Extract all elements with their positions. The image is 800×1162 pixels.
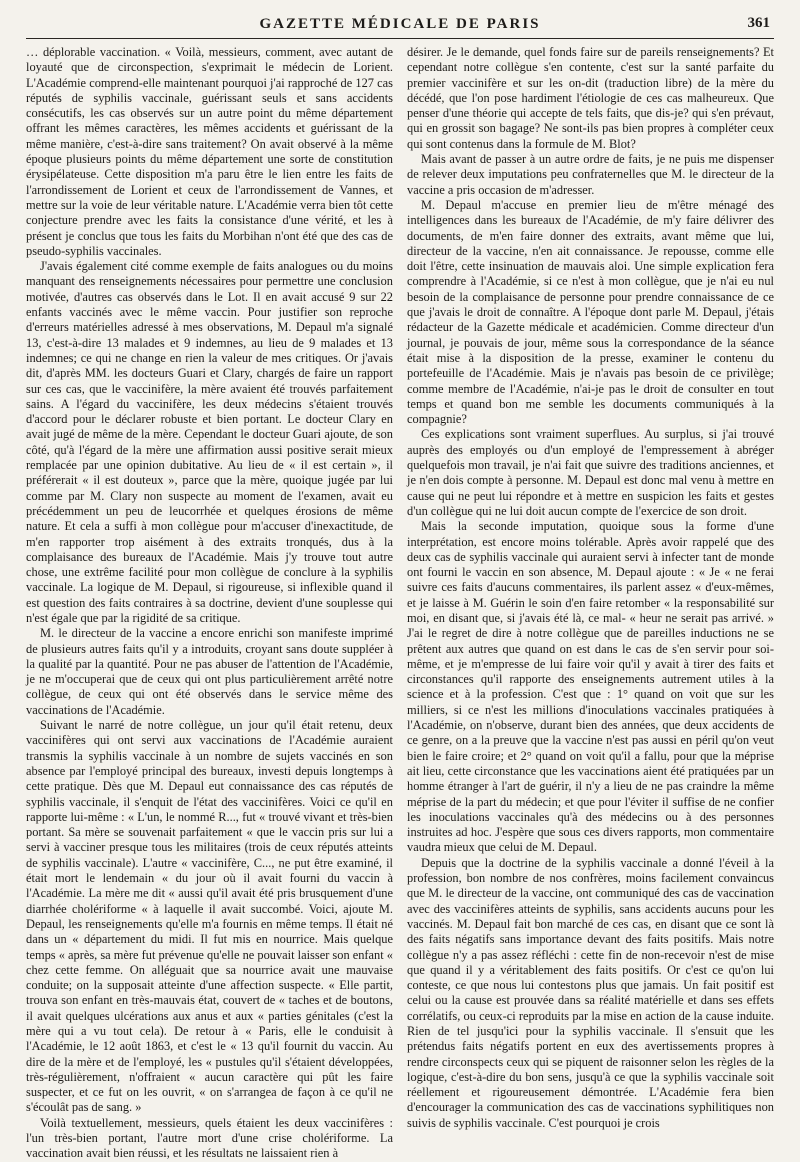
- page-header: [26, 12, 774, 39]
- journal-title: GAZETTE MÉDICALE DE PARIS: [259, 16, 541, 32]
- left-column: [26, 45, 393, 1161]
- paragraph: Mais avant de passer à un autre ordre de faits, je ne puis me dispenser de relever deux imputations peu confraternelles que M. le directeur de la vaccine a pris occasion de m'adresser.: [407, 152, 774, 197]
- paragraph: Ces explications sont vraiment superflues. Au surplus, si j'ai trouvé auprès des employés ou d'un employé de l'empressement à abréger quelquefois mon travail, je n'ai fait que suivre des traditions anciennes, et je n'en dois compte à personne. M. Depaul est donc mal venu à mettre en cause qui ne peut lui répondre et à mettre en suspicion les faits et gestes d'un collègue qui ne lui doit aucun compte de l'exercice de son droit.: [407, 427, 774, 518]
- paragraph: M. le directeur de la vaccine a encore enrichi son manifeste imprimé de plusieurs autres faits qu'il y a introduits, croyant sans doute suppléer à la qualité par la quantité. Pour ne pas abuser de l'attention de l'Académie, je ne m'occuperai que de ceux qui ont plus particulièrement arrêté notre collègue, de ceux qui ont été observés dans le service même des vaccinations de l'Académie.: [26, 626, 393, 717]
- paragraph: Voilà textuellement, messieurs, quels étaient les deux vaccinifères : l'un très-bien portant, l'autre mort d'une crise cholériforme. La vaccination avait bien réussi, et les résultats ne laissaient rien à: [26, 1115, 393, 1161]
- paragraph: J'avais également cité comme exemple de faits analogues ou du moins manquant des renseignements nécessaires pour permettre une conclusion motivée, d'autres cas observés dans le Lot. Il en avait accusé 9 sur 22 enfants vaccinés avec le même vaccin. Pour justifier son reproche d'erreurs matérielles adressé à mes observations, M. Depaul m'a signalé 13, c'est-à-dire 13 malades et 9 indemnes, au lieu de 9 malades et 13 indemnes; ce qui ne change en rien la valeur de mes critiques. Or j'avais dit, d'après MM. les docteurs Guari et Clary, chargés de faire un rapport sur ces cas, que le vaccinifère, la mère avaient été trouvés parfaitement sains. A l'égard du vaccinifère, les deux médecins s'étaient trouvés d'accord pour le déclarer robuste et bien portant. Le docteur Clary en avait jugé de même de la mère. Cependant le docteur Guari ajoute, de son côté, qu'à l'égard de la mère une affirmation aussi positive serait mieux remplacée par une opinion dubitative. Au lieu de « il est certain », il préférerait « il est douteux », parce que la mère, quoique jugée par lui comme par M. Clary non suspecte au moment de l'examen, avait eu précédemment un peu de leucorrhée et quelques érosions de même nature. Et cela a suffi à mon collègue pour m'accuser d'inexactitude, de m'en rapporter trop aisément à des extraits tronqués, dus à la complaisance des bureaux de l'Académie. Mais j'y trouve tout autre chose, une extrême facilité pour mon collègue de conclure à la syphilis vaccinale. La logique de M. Depaul, si rigoureuse, si inflexible quand il est question des faits contraires à sa doctrine, devient d'une souplesse qui n'est égale que par la rigidité de sa critique.: [26, 259, 393, 625]
- paragraph: désirer. Je le demande, quel fonds faire sur de pareils renseignements? Et cependant notre collègue s'en contente, c'est sur la santé parfaite du premier vaccinifère et sur les on-dit (traduction libre) de la mère du décédé, que l'on pose hardiment l'étiologie de ces cas malheureux. Que penser d'une théorie qui accepte de tels faits, que dis-je? qui s'en prévaut, qui en grossit son bagage? Ne sont-ils pas bien propres à compléter ceux qui sont contenus dans la formule de M. Blot?: [407, 45, 774, 151]
- paragraph: Depuis que la doctrine de la syphilis vaccinale a donné l'éveil à la profession, bon nombre de nos confrères, moins facilement convaincus que M. le directeur de la vaccine, ont communiqué des cas de vaccination avec des vaccinifères atteints de syphilis, sans accidents aucuns pour les vaccinés. M. Depaul fait bon marché de ces cas, en disant que ce sont là des faits négatifs sans importance devant des faits positifs. Mais notre collègue n'y a pas assez réfléchi : cette fin de non-recevoir n'est de mise que quand il y a véritablement des faits positifs. Or c'est ce qu'on lui conteste, ce que nous lui contestons plus que jamais. Un fait positif est celui ou la cause est prouvée dans sa réalité matérielle et dans ses effets corrélatifs, ou ceux-ci reproduits par la mise en action de la cause induite. Rien de tel jusqu'ici pour la syphilis vaccinale. Il s'ensuit que les prétendus faits négatifs portent en eux des avertissements propres à rendre circonspects ceux qui se piquent de raisonner selon les règles de la logique, c'est-à-dire du bon sens, jusqu'à ce que la syphilis vaccinale soit réellement et rigoureusement démontrée. L'Académie fera bien d'encourager la communication des cas de vaccinations syphilitiques non suivis de syphilis vaccinale. C'est pourquoi je crois: [407, 855, 774, 1130]
- text-columns: [26, 45, 774, 1161]
- page-number: 361: [747, 15, 770, 31]
- paragraph: Suivant le narré de notre collègue, un jour qu'il était retenu, deux vaccinifères qui ont servi aux vaccinations de l'Académie auraient transmis la syphilis vaccinale à un nombre de sujets vaccinés en son absence par l'employé principal des bureaux, investi depuis longtemps à cette pratique. Dès que M. Depaul eut connaissance des cas réputés de syphilis vaccinale, il s'enquit de l'état des vaccinifères. Voici ce qu'il en rapporte lui-même : « L'un, le nommé R..., fut « trouvé vivant et très-bien portant. Sa mère se souvenait parfaitement « que le vaccin pris sur lui a servi à vacciner presque tous les militaires (trois de ceux réputés atteints de syphilis vaccinale). L'autre « vaccinifère, C..., ne put être examiné, il était mort le lendemain « du jour où il avait fourni du vaccin à l'Académie. La mère me dit « aussi qu'il avait été pris brusquement d'une diarrhée cholériforme « à laquelle il avait succombé. Voici, ajoute M. Depaul, les renseignements qu'elle m'a fournis en même temps. Il était né dans un « département du midi. Il fut mis en nourrice. Mais quelque temps « après, sa mère fut prévenue qu'elle ne pouvait laisser son enfant « chez cette femme. On alléguait que sa nourrice avait une mauvaise conduite; on la supposait atteinte d'une affection suspecte. « Elle partit, trouva son enfant en très-mauvais état, couvert de « taches et de boutons, il avait quelques ulcérations aux anus et aux « parties génitales (c'est la mère qui a vu tout cela). De retour à « Paris, elle le conduisit à l'Académie, le 12 août 1863, et c'est le « 13 qu'il fournit du vaccin. Au dire de la mère et de l'employé, les « pustules qu'il s'étaient développées, très-régulièrement, n'offraient « aucun caractère qui pût les faire suspecter, et ce fut on les ouvrit, « on s'arrangea de façon à ce qu'il ne s'écoulât pas de sang. »: [26, 718, 393, 1115]
- paragraph: … déplorable vaccination. « Voilà, messieurs, comment, avec autant de loyauté que de circonspection, s'exprimait le médecin de Lorient. L'Académie comprend-elle maintenant pourquoi j'ai rapproché de 127 cas réputés de syphilis vaccinale, guérissant seuls et sans accidents consécutifs, les cas observés sur un autre point du même département offrant les mêmes caractères, les mêmes accidents et guérissant de la même manière, c'est-à-dire sans traitement? On avait observé à la même époque plusieurs points du même département une sorte de constitution érysipélateuse. Cette disposition m'a paru être le lien entre les faits de l'arrondissement de Lorient et ceux de l'arrondissement de Vannes, et mettre sur la voie de leur véritable nature. L'Académie verra bien tôt cette conjecture prendre avec les faits la consistance d'une vérité, et les à présent je conclus que tous les faits du Morbihan n'ont été que des cas de pseudo-syphilis vaccinales.: [26, 45, 393, 258]
- right-column: [407, 45, 774, 1130]
- paragraph: M. Depaul m'accuse en premier lieu de m'être ménagé des intelligences dans les bureaux de l'Académie, de m'y faire délivrer des documents, de m'en faire donner des extraits, avant même que lui, directeur de la vaccine, n'en ait connaissance. Je repousse, comme elle doit l'être, cette insinuation de mauvais aloi. Une simple explication fera comprendre à l'Académie, si ce n'est à mon collègue, que je n'ai eu nul besoin de la complaisance de personne pour prendre connaissance de ce que j'avais le droit de connaître. A l'époque dont parle M. Depaul, j'étais rédacteur de la Gazette médicale et académicien. Comme directeur d'un journal, je pouvais de jour, même sous la correspondance de la séance était mise à la disposition de la presse, examiner le contenu du portefeuille de l'Académie. Mais je n'avais pas besoin de ce privilège; comme membre de l'Académie, n'ai-je pas le droit de consulter en tout temps et quand bon me semble les documents communiqués à la compagnie?: [407, 197, 774, 427]
- paragraph: Mais la seconde imputation, quoique sous la forme d'une interprétation, est encore moins tolérable. Après avoir rappelé que des deux cas de syphilis vaccinale qui auraient servi à infecter tant de monde ont fourni le vaccin en son absence, M. Depaul ajoute : « Je « ne ferai suivre ces faits d'aucuns commentaires, ils parlent assez « d'eux-mêmes, et je laisse à M. Guérin le soin d'en faire retomber « la responsabilité sur moi, en disant que, si j'avais été là, ce mal- « heur ne serait pas arrivé. » J'ai le regret de dire à notre collègue que de pareilles inductions ne se prêtent aux autres que quand on est dans le cas de s'en servir pour soi-même, et je m'empresse de lui faire voir qu'il y avait à tirer des faits et circonstances qu'il rapporte des enseignements autrement utiles à la science et à la profession. C'est que : 1° quand on voit que sur les milliers, si ce n'est les millions d'inoculations vaccinales pratiquées à l'Académie, on n'observe, durant bien des années, que deux accidents de ce genre, on a la preuve que la vaccine n'est pas aussi en péril qu'on veut bien le faire croire; et 2° quand on voit qu'il a fallu, pour que la méprise ait lieu, cette circonstance que les vaccinations aient été pratiquées par un homme étranger à l'art de guérir, il n'y a lieu de ne pas craindre la même méprise de la part du médecin; et que pour l'éviter il suffise de ne confier les inoculations vaccinales qu'à des médecins ou à des personnes instruites ad hoc. J'espère que sous ces divers rapports, mon commentaire vaudra mieux que celui de M. Depaul.: [407, 519, 774, 855]
